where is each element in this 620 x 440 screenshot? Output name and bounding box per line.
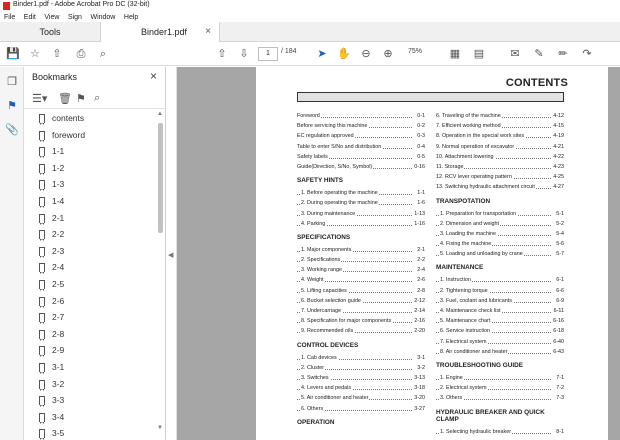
toc-page-number: 2-1 <box>416 245 425 255</box>
toc-section-heading: MAINTENANCE <box>436 264 484 272</box>
toc-page-number: 3-20 <box>413 393 425 403</box>
toc-page-number: 4-19 <box>552 131 564 141</box>
bookmark-item[interactable] <box>24 144 156 161</box>
toc-page-number: 6-43 <box>552 347 564 357</box>
toc-entry-title: 4. Parking <box>301 219 326 229</box>
toc-entry[interactable] <box>436 111 564 121</box>
toc-entry[interactable] <box>297 275 425 285</box>
bookmarks-panel <box>24 67 166 440</box>
bookmark-label: 2-1 <box>52 212 65 223</box>
toc-page-number: 2-12 <box>413 296 425 306</box>
bookmark-icon <box>39 197 45 206</box>
toc-entry[interactable] <box>297 316 425 326</box>
save-icon[interactable]: 💾 <box>6 48 20 60</box>
toc-entry-title: 3. During maintenance <box>301 209 356 219</box>
toc-entry-title: 4. Fixing the machine <box>440 239 492 249</box>
toc-entry[interactable] <box>436 296 564 306</box>
contents-title: CONTENTS <box>505 77 568 89</box>
bookmark-item[interactable] <box>24 128 156 145</box>
toc-entry[interactable] <box>436 383 564 393</box>
toc-entry-title: EC regulation approved <box>297 131 355 141</box>
toc-entry-title: 2. Electrical system <box>440 383 487 393</box>
toc-entry-title: 10. Attachment lowering <box>436 152 495 162</box>
navigation-rail <box>0 67 24 440</box>
toc-entry[interactable] <box>436 275 564 285</box>
bookmark-label: 1-4 <box>52 195 65 206</box>
toc-entry[interactable] <box>297 245 425 255</box>
toc-entry[interactable] <box>297 296 425 306</box>
toc-page-number: 3-27 <box>413 404 425 414</box>
toc-page-number: 2-6 <box>416 275 425 285</box>
new-bookmark-icon[interactable]: ⚑ <box>76 93 86 105</box>
toc-page-number: 0-4 <box>416 142 425 152</box>
bookmark-icon <box>39 330 45 339</box>
toc-entry-title: 4. Weight <box>301 275 325 285</box>
page-thumbnails-icon[interactable]: ❐ <box>7 76 17 88</box>
tab-bar <box>0 22 620 42</box>
toc-entry[interactable] <box>297 383 425 393</box>
bookmark-item[interactable] <box>24 194 156 211</box>
toc-entry-title: 4. Levers and pedals <box>301 383 352 393</box>
bookmark-label: 3-2 <box>52 378 65 389</box>
bookmark-item[interactable] <box>24 294 156 311</box>
bookmark-label: 3-1 <box>52 361 65 372</box>
highlight-pen-icon[interactable]: ✎ <box>534 48 544 60</box>
toc-entry-title: 6. Traveling of the machine <box>436 111 502 121</box>
toc-entry[interactable] <box>297 209 425 219</box>
toc-entry[interactable] <box>297 353 425 363</box>
select-cursor-icon[interactable]: ➤ <box>317 48 327 60</box>
toc-page-number: 7-2 <box>555 383 564 393</box>
toc-entry[interactable] <box>436 326 564 336</box>
toc-entry[interactable] <box>436 306 564 316</box>
acrobat-app-icon <box>3 2 10 10</box>
toc-page-number: 6-6 <box>555 286 564 296</box>
toc-entry-title: Before servicing this machine <box>297 121 368 131</box>
bookmark-item[interactable] <box>24 360 156 377</box>
toc-entry-title: 3. Fuel, coolant and lubricants <box>440 296 513 306</box>
toc-page-number: 6-1 <box>555 275 564 285</box>
zoom-level-select[interactable]: 75% <box>408 48 423 55</box>
bookmark-item[interactable] <box>24 343 156 360</box>
toc-page-number: 1-1 <box>416 188 425 198</box>
scrollbar-thumb[interactable] <box>158 123 163 233</box>
bookmark-icon <box>39 396 45 405</box>
bookmark-icon <box>39 131 45 140</box>
zoom-out-icon[interactable]: ⊖ <box>361 48 371 60</box>
toc-page-number: 6-11 <box>553 306 564 316</box>
toc-entry[interactable] <box>297 162 425 172</box>
toc-page-number: 2-8 <box>416 286 425 296</box>
close-panel-icon[interactable]: × <box>149 69 157 83</box>
bookmark-item[interactable] <box>24 377 156 394</box>
toc-page-number: 0-3 <box>416 131 425 141</box>
toc-entry[interactable] <box>436 337 564 347</box>
toc-entry[interactable] <box>436 121 564 131</box>
menu-bar <box>0 11 620 22</box>
bookmark-icon <box>39 280 45 289</box>
toc-page-number: 4-15 <box>552 121 564 131</box>
toc-entry-title: 7. Electrical system <box>440 337 487 347</box>
toc-entry-title: 2. Cluster <box>301 363 325 373</box>
bookmark-icon <box>39 297 45 306</box>
toc-entry[interactable] <box>436 239 564 249</box>
toc-page-number: 2-4 <box>416 265 425 275</box>
bookmark-label: contents <box>52 113 85 123</box>
bookmark-icon <box>39 346 45 355</box>
menu-file[interactable]: File <box>4 14 16 21</box>
toc-page-number: 1-16 <box>413 219 425 229</box>
toc-page-number: 0-5 <box>416 152 425 162</box>
toc-section-heading: HYDRAULIC BREAKER AND QUICK CLAMP <box>436 408 545 423</box>
bookmark-icon <box>39 247 45 256</box>
toc-entry-title: 13. Switching hydraulic attachment circuit <box>436 182 536 192</box>
toc-entry[interactable] <box>436 229 564 239</box>
menu-view[interactable]: View <box>44 14 60 21</box>
previous-page-icon[interactable]: ⇧ <box>217 48 227 60</box>
toc-entry-title: 2. During operating the machine <box>301 198 379 208</box>
find-bookmark-icon[interactable]: ⌕ <box>94 92 101 104</box>
bookmark-item[interactable] <box>24 410 156 427</box>
next-page-icon[interactable]: ⇩ <box>239 48 249 60</box>
toc-entry[interactable] <box>436 393 564 403</box>
toc-entry[interactable] <box>297 326 425 336</box>
toc-right-column <box>436 111 564 437</box>
bookmark-item[interactable] <box>24 277 156 294</box>
window-title: Binder1.pdf - Adobe Acrobat Pro DC (32-bit) <box>13 1 150 8</box>
menu-help[interactable]: Help <box>123 14 139 21</box>
bookmark-label: 1-1 <box>52 146 65 157</box>
toc-entry-title: 8. Air conditioner and heater <box>440 347 508 357</box>
bookmark-icon <box>39 263 45 272</box>
toc-page-number: 0-16 <box>413 162 425 172</box>
bookmark-label: foreword <box>52 129 86 140</box>
toc-entry[interactable] <box>297 142 425 152</box>
toc-page-number: 3-18 <box>413 383 425 393</box>
toc-page-number: 2-2 <box>416 255 425 265</box>
toc-entry-title: 3. Switches <box>301 373 330 383</box>
bookmark-label: 3-3 <box>52 395 65 406</box>
document-viewer[interactable] <box>177 67 620 440</box>
toc-entry[interactable] <box>297 265 425 275</box>
toc-entry[interactable] <box>436 373 564 383</box>
toc-entry-title: 1. Major components <box>301 245 352 255</box>
tab-document[interactable] <box>100 22 220 42</box>
toc-section-heading: SAFETY HINTS <box>297 177 344 185</box>
bookmark-item[interactable] <box>24 260 156 277</box>
toc-entry[interactable] <box>297 131 425 141</box>
bookmark-label: 3-5 <box>52 428 65 439</box>
toc-entry-title: 1. Engine <box>440 373 464 383</box>
toc-page-number: 0-1 <box>416 111 425 121</box>
toc-entry[interactable] <box>436 316 564 326</box>
menu-window[interactable]: Window <box>90 14 116 21</box>
delete-bookmark-icon[interactable]: 🗑 <box>58 93 72 105</box>
bookmark-item[interactable] <box>24 161 156 178</box>
toc-page-number: 4-27 <box>552 182 564 192</box>
bookmarks-scrollbar[interactable] <box>157 111 164 431</box>
toc-page-number: 4-23 <box>552 162 564 172</box>
toc-page-number: 3-13 <box>413 373 425 383</box>
toc-entry[interactable] <box>436 249 564 259</box>
toc-entry-title: 5. Maintenance chart <box>440 316 491 326</box>
page-total: / 184 <box>281 48 297 55</box>
toc-entry-title: 3. Loading the machine <box>440 229 497 239</box>
bookmark-item[interactable] <box>24 111 156 128</box>
toc-page-number: 3-2 <box>416 363 425 373</box>
toc-entry-title: 2. Specifications <box>301 255 341 265</box>
bookmarks-list <box>24 111 156 440</box>
toolbar <box>0 42 620 66</box>
toc-entry-title: 5. Loading and unloading by crane <box>440 249 524 259</box>
bookmark-item[interactable] <box>24 393 156 410</box>
toc-entry[interactable] <box>436 219 564 229</box>
comment-icon[interactable]: ✉ <box>510 48 520 60</box>
toc-page-number: 1-6 <box>416 198 425 208</box>
toc-page-number: 2-20 <box>413 326 425 336</box>
toc-entry-title: 12. RCV lever operating pattern <box>436 172 513 182</box>
toc-entry-title: 2. Tightening torque <box>440 286 489 296</box>
tab-document-label: Binder1.pdf <box>140 27 188 37</box>
toc-page-number: 4-25 <box>552 172 564 182</box>
print-icon[interactable]: ⎙ <box>76 48 86 60</box>
toc-entry-title: Guide(Direction, S/No, Symbol) <box>297 162 373 172</box>
toc-section-heading: TROUBLESHOOTING GUIDE <box>436 361 523 369</box>
toc-entry-title: 5. Lifting capacities <box>301 286 348 296</box>
toc-page-number: 5-4 <box>555 229 564 239</box>
toc-page-number: 5-7 <box>555 249 564 259</box>
toc-entry-title: 9. Recommended oils <box>301 326 354 336</box>
bookmark-item[interactable] <box>24 327 156 344</box>
toc-entry[interactable] <box>297 188 425 198</box>
toc-entry[interactable] <box>297 111 425 121</box>
toc-entry[interactable] <box>436 427 564 437</box>
toc-entry[interactable] <box>436 172 564 182</box>
toc-entry-title: 1. Preparation for transportation <box>440 209 517 219</box>
toc-page-number: 2-14 <box>413 306 425 316</box>
toc-entry[interactable] <box>297 219 425 229</box>
search-icon[interactable]: ⌕ <box>99 48 107 60</box>
toc-entry[interactable] <box>436 182 564 192</box>
bookmark-item[interactable] <box>24 244 156 261</box>
bookmark-label: 1-3 <box>52 179 65 190</box>
toc-entry[interactable] <box>297 152 425 162</box>
scroll-up-icon[interactable]: ▲ <box>157 111 163 117</box>
toc-entry-title: 6. Service instruction <box>440 326 491 336</box>
bookmark-label: 2-7 <box>52 312 65 323</box>
toc-page-number: 1-13 <box>413 209 425 219</box>
bookmark-item[interactable] <box>24 310 156 327</box>
bookmark-label: 1-2 <box>52 162 65 173</box>
toc-entry-title: 3. Working range <box>301 265 343 275</box>
toc-page-number: 6-9 <box>555 296 564 306</box>
page-number-input[interactable]: 1 <box>258 47 278 61</box>
bookmark-icon <box>39 147 45 156</box>
toc-left-column <box>297 111 425 430</box>
bookmark-icon <box>39 164 45 173</box>
toc-page-number: 7-1 <box>555 373 564 383</box>
toc-entry-title: 4. Maintenance check list <box>440 306 502 316</box>
toc-page-number: 6-16 <box>552 316 564 326</box>
toc-page-number: 0-2 <box>416 121 425 131</box>
bookmark-item[interactable] <box>24 211 156 228</box>
zoom-in-icon[interactable]: ⊕ <box>383 48 393 60</box>
pdf-page <box>256 67 608 440</box>
bookmark-label: 2-3 <box>52 245 65 256</box>
bookmark-icon <box>39 114 45 123</box>
bookmark-icon <box>39 380 45 389</box>
toc-entry-title: 2. Dimension and weight <box>440 219 500 229</box>
title-bar <box>0 0 620 11</box>
bookmark-star-icon[interactable]: ☆ <box>30 48 40 60</box>
bookmark-icon <box>39 214 45 223</box>
toc-entry-title: 3. Others <box>440 393 463 403</box>
toc-entry[interactable] <box>297 121 425 131</box>
bookmark-item[interactable] <box>24 227 156 244</box>
bookmark-label: 2-5 <box>52 278 65 289</box>
toc-entry-title: 9. Normal operation of excavator <box>436 142 515 152</box>
toc-entry-title: 1. Selecting hydraulic breaker <box>440 427 512 437</box>
toc-entry-title: 6. Others <box>301 404 324 414</box>
toc-page-number: 6-18 <box>552 326 564 336</box>
toc-entry-title: 1. Before operating the machine <box>301 188 379 198</box>
toc-entry[interactable] <box>297 306 425 316</box>
toc-page-number: 4-12 <box>552 111 564 121</box>
toc-entry[interactable] <box>436 347 564 357</box>
bookmark-label: 2-8 <box>52 328 65 339</box>
bookmark-icon <box>39 413 45 422</box>
toc-entry-title: 5. Air conditioner and heater <box>301 393 369 403</box>
page-fit-icon[interactable]: ▦ <box>449 48 461 60</box>
share-icon[interactable]: ↷ <box>582 48 592 60</box>
toc-entry[interactable] <box>297 404 425 414</box>
toc-entry-title: 1. Instruction <box>440 275 472 285</box>
toc-entry[interactable] <box>297 363 425 373</box>
panel-splitter[interactable] <box>166 67 177 440</box>
toc-section-heading: CONTROL DEVICES <box>297 341 359 349</box>
toc-page-number: 5-1 <box>555 209 564 219</box>
toc-entry-title: Safety labels <box>297 152 329 162</box>
toc-section-heading: SPECIFICATIONS <box>297 233 351 241</box>
toc-page-number: 7-3 <box>555 393 564 403</box>
bookmark-icon <box>39 363 45 372</box>
toc-entry-title: Foreword <box>297 111 321 121</box>
bookmark-label: 2-6 <box>52 295 65 306</box>
toc-entry-title: 7. Undercarriage <box>301 306 342 316</box>
sign-icon[interactable]: ✏ <box>558 48 568 60</box>
bookmark-item[interactable] <box>24 177 156 194</box>
toc-entry[interactable] <box>297 373 425 383</box>
toc-entry[interactable] <box>436 152 564 162</box>
toc-section-heading: OPERATION <box>297 418 335 426</box>
toc-entry[interactable] <box>436 131 564 141</box>
bookmark-label: 3-4 <box>52 411 65 422</box>
toc-page-number: 8-1 <box>555 427 564 437</box>
bookmark-icon <box>39 313 45 322</box>
bookmark-item[interactable] <box>24 426 156 440</box>
toc-page-number: 4-22 <box>552 152 564 162</box>
toc-entry[interactable] <box>436 286 564 296</box>
toc-entry-title: 6. Bucket selection guide <box>301 296 362 306</box>
toc-entry[interactable] <box>297 198 425 208</box>
toc-entry[interactable] <box>297 393 425 403</box>
toc-page-number: 5-2 <box>555 219 564 229</box>
toc-entry-title: 11. Storage <box>436 162 464 172</box>
scroll-mode-icon[interactable]: ▤ <box>473 48 485 60</box>
toc-page-number: 3-1 <box>416 353 425 363</box>
bookmark-icon <box>39 230 45 239</box>
close-tab-icon[interactable]: × <box>205 26 211 37</box>
toc-entry[interactable] <box>436 142 564 152</box>
toc-page-number: 6-40 <box>552 337 564 347</box>
toc-entry[interactable] <box>436 209 564 219</box>
toc-entry[interactable] <box>297 255 425 265</box>
options-menu-icon[interactable]: ☰▾ <box>32 93 48 105</box>
title-rule-bar <box>297 92 564 102</box>
attachments-icon[interactable]: 📎 <box>5 124 19 136</box>
toc-entry-title: Table to enter S/No and distribution <box>297 142 382 152</box>
bookmarks-panel-icon[interactable]: ⚑ <box>7 100 17 112</box>
bookmark-label: 2-9 <box>52 345 65 356</box>
bookmarks-header: Bookmarks <box>32 72 78 82</box>
hand-tool-icon[interactable]: ✋ <box>337 48 351 60</box>
toc-entry-title: 7. Efficient working method <box>436 121 502 131</box>
toc-section-heading: TRANSPOTATION <box>436 197 491 205</box>
upload-icon[interactable]: ⇧ <box>52 48 62 60</box>
bookmark-icon <box>39 180 45 189</box>
toc-page-number: 4-21 <box>552 142 564 152</box>
collapse-panel-icon[interactable]: ◀ <box>168 252 174 259</box>
scroll-down-icon[interactable]: ▼ <box>157 425 163 431</box>
toc-entry-title: 8. Specification for major components <box>301 316 392 326</box>
toc-page-number: 5-6 <box>555 239 564 249</box>
bookmark-icon <box>39 429 45 438</box>
tab-tools[interactable]: Tools <box>39 27 61 37</box>
bookmarks-toolbar <box>24 89 166 109</box>
bookmark-label: 2-4 <box>52 262 65 273</box>
toc-entry-title: 1. Cab devices <box>301 353 338 363</box>
toc-entry-title: 8. Operation in the special work sites <box>436 131 525 141</box>
menu-edit[interactable]: Edit <box>23 14 36 21</box>
toc-page-number: 2-16 <box>413 316 425 326</box>
menu-sign[interactable]: Sign <box>67 14 82 21</box>
toc-entry[interactable] <box>436 162 564 172</box>
toc-entry[interactable] <box>297 286 425 296</box>
bookmark-label: 2-2 <box>52 229 65 240</box>
